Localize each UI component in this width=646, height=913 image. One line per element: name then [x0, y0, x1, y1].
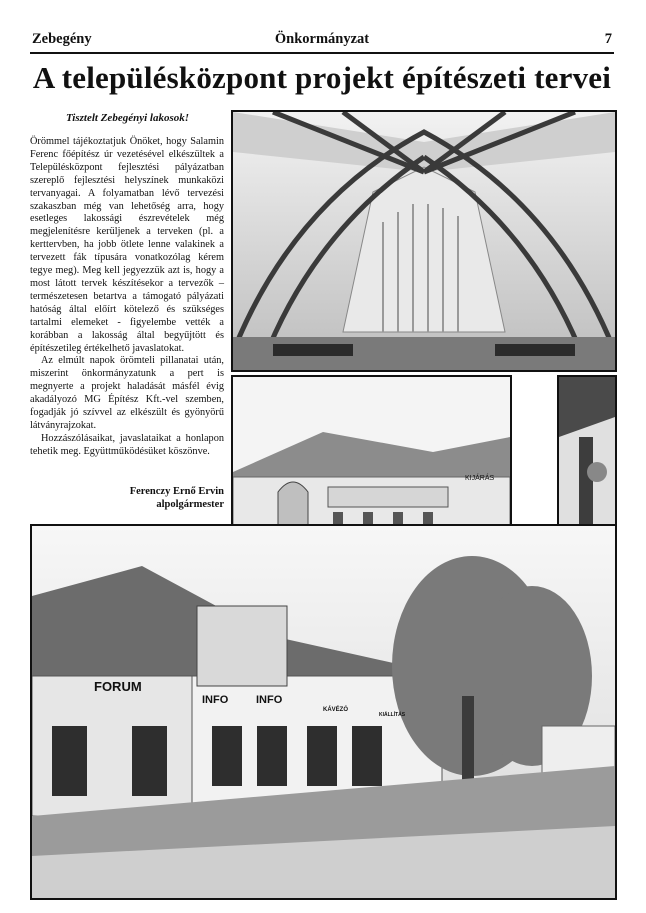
forum-sign: FORUM: [94, 679, 142, 694]
salutation: Tisztelt Zebegényi lakosok!: [65, 112, 190, 124]
paragraph-2: Az elmúlt napok örömteli pillanatai után, miszerint önkormányzatunk a pert is megnyerte a projekt haladását másfél évig akadályozó MG Építész Kft.-vel szemben, fogadják jó szívvel az elkészült és gyönyörű látványrajzokat.: [30, 355, 224, 431]
street-render-image: [30, 524, 617, 900]
kavezo-sign: KÁVÉZÓ: [323, 707, 349, 713]
info-sign-1: INFO: [202, 694, 229, 706]
kiallitas-sign: KIÁLLÍTÁS: [379, 712, 406, 718]
article-body: [30, 136, 224, 459]
article-headline: A településközpont projekt építészeti tervei: [32, 60, 612, 95]
header-town: Zebegény: [32, 31, 92, 47]
signature-name: Ferenczy Ernő Ervin: [129, 486, 224, 497]
kijaras-sign: KIJÁRÁS: [465, 475, 495, 482]
page-header: [30, 30, 614, 54]
header-section: Önkormányzat: [274, 31, 370, 47]
info-sign-2: INFO: [256, 694, 283, 706]
interior-render-image: [231, 110, 617, 372]
signature-title: alpolgármester: [156, 499, 224, 510]
paragraph-1: Örömmel tájékoztatjuk Önöket, hogy Salamin Ferenc főépítész úr vezetésével elkészültek a Településközpont fejlesztési pályázatban szereplő fejlesztési helyszínek munkaközi tervanyagai. A folyamatban lévő tervezési szakaszban még van lehetőség arra, hogy esetleges lakossági észrevételek még megjelenítésre kerüljenek a terveken (pl. a kerttervben, ha jobb ötlete lenne valakinek a tervezett fák típusára vonatkozólag kérem tegye meg). Meg kell jegyezzük azt is, hogy a most látott tervek készítésekor a tervezők – természetesen betartva a támogató pályázati hatóság által előírt kötelező és szükséges tartalmi elemeket - figyelembe vették a korábban a lakosság által begyűjtött és építészetileg értékelhető javaslatokat.: [30, 136, 224, 354]
paragraph-3: Hozzászólásaikat, javaslataikat a honlapon tehetik meg. Együttműködésüket köszönve.: [30, 432, 224, 457]
page-number: 7: [604, 31, 612, 47]
